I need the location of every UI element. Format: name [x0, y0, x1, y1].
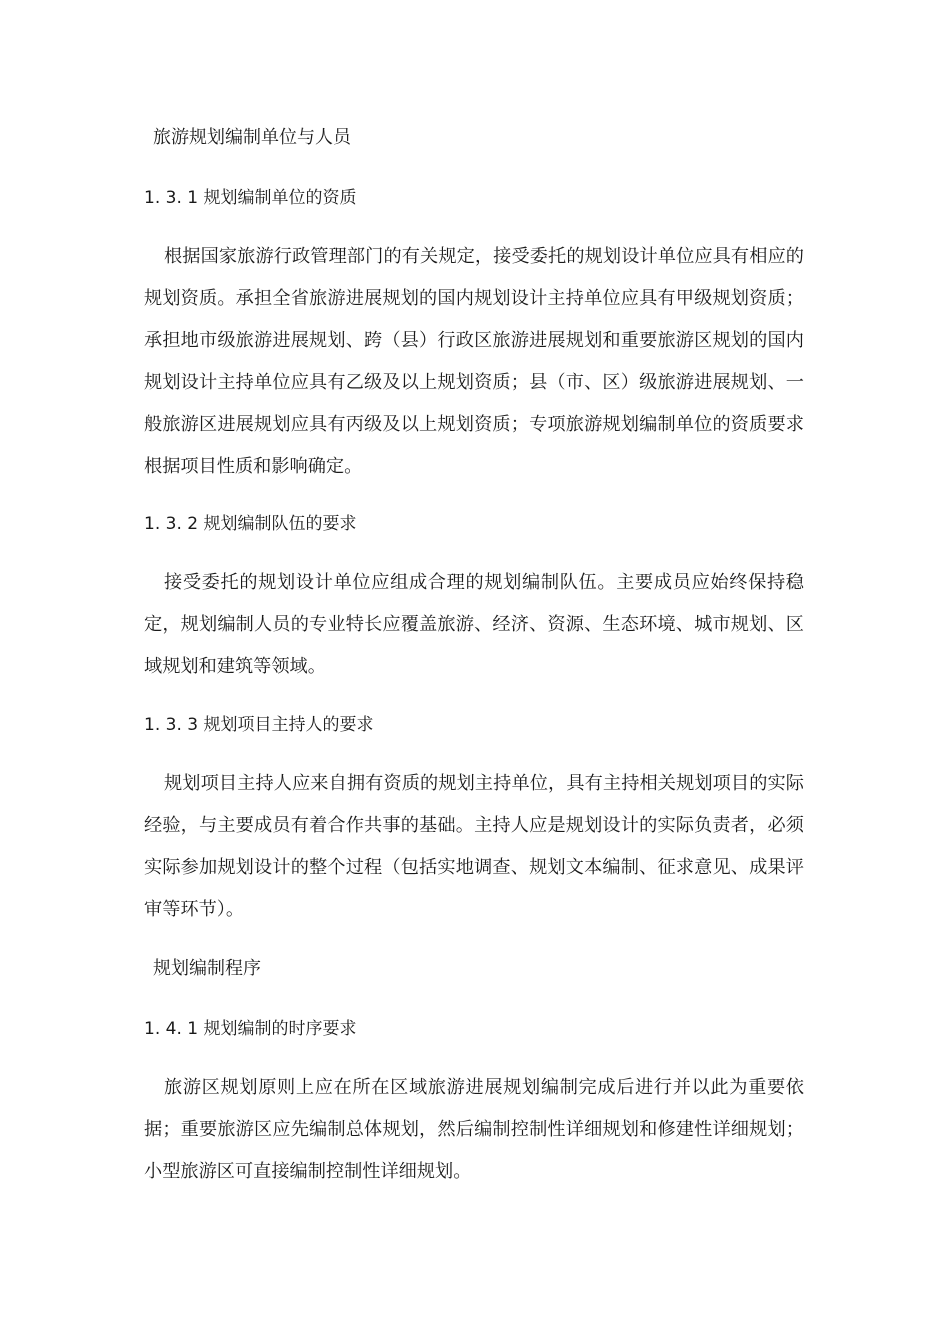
paragraph: 根据国家旅游行政管理部门的有关规定，接受委托的规划设计单位应具有相应的规划资质。承担全省旅游进展规划的国内规划设计主持单位应具有甲级规划资质；承担地市级旅游进展规划、跨（县）行政区旅游进展规划和重要旅游区规划的国内规划设计主持单位应具有乙级及以上规划资质；县（市、区）级旅游进展规划、一般旅游区进展规划应具有丙级及以上规划资质；专项旅游规划编制单位的资质要求根据项目性质和影响确定。	[144, 246, 804, 477]
paragraph: 旅游区规划原则上应在所在区域旅游进展规划编制完成后进行并以此为重要依据；重要旅游区应先编制总体规划，然后编制控制性详细规划和修建性详细规划；小型旅游区可直接编制控制性详细规划。	[144, 1077, 804, 1182]
subsection-heading: 1. 3. 2 规划编制队伍的要求	[144, 514, 357, 534]
section-heading: 旅游规划编制单位与人员	[153, 127, 351, 148]
paragraph: 规划项目主持人应来自拥有资质的规划主持单位，具有主持相关规划项目的实际经验，与主要成员有着合作共事的基础。主持人应是规划设计的实际负责者，必须实际参加规划设计的整个过程（包括实地调查、规划文本编制、征求意见、成果评审等环节）。	[144, 773, 804, 920]
subsection-heading: 1. 3. 3 规划项目主持人的要求	[144, 715, 374, 735]
subsection-heading: 1. 4. 1 规划编制的时序要求	[144, 1019, 357, 1039]
subsection-heading: 1. 3. 1 规划编制单位的资质	[144, 188, 357, 208]
section-heading: 规划编制程序	[153, 958, 261, 979]
paragraph: 接受委托的规划设计单位应组成合理的规划编制队伍。主要成员应始终保持稳定，规划编制人员的专业特长应覆盖旅游、经济、资源、生态环境、城市规划、区域规划和建筑等领域。	[144, 572, 804, 677]
